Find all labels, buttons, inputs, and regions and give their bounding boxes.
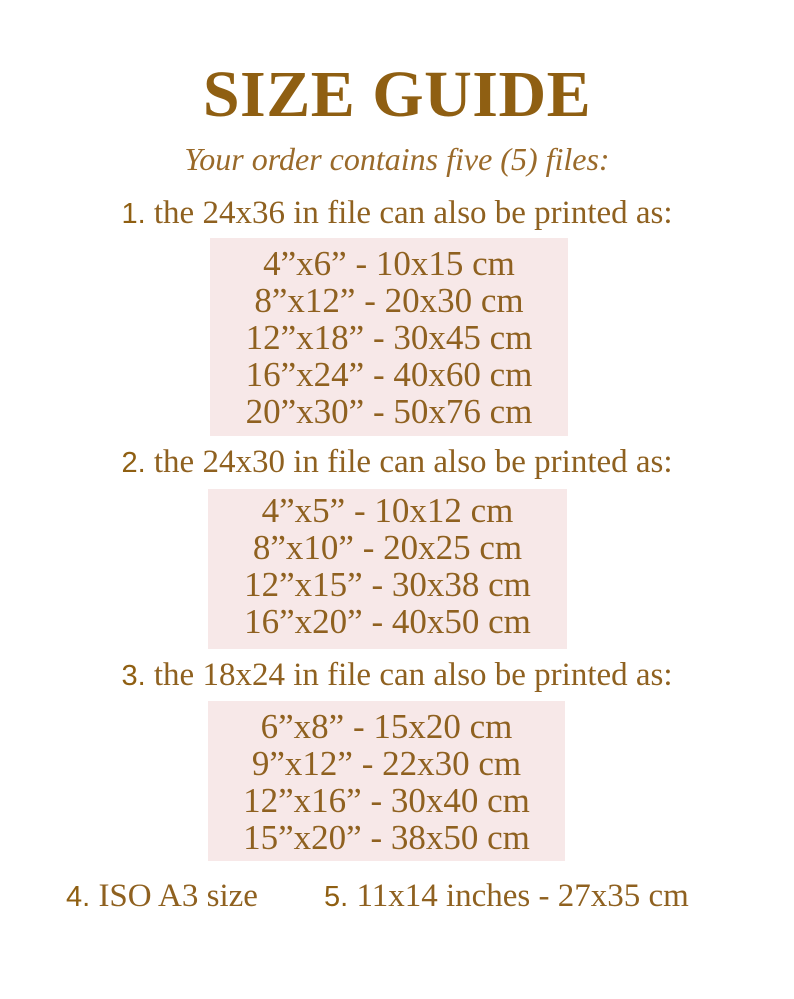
size-line: 12”x15” - 30x38 cm [244,565,531,604]
section-3-number: 3. [121,660,146,692]
size-line: 12”x18” - 30x45 cm [245,318,533,357]
section-1-heading-text: the 24x36 in file can also be printed as: [145,195,673,231]
size-line: 15”x20” - 38x50 cm [243,818,530,857]
section-3-size-box [208,701,565,861]
size-line: 9”x12” - 22x30 cm [251,744,522,783]
section-2-number: 2. [121,447,146,479]
section-1-heading [0,193,794,234]
file-5-number: 5. [324,881,349,913]
size-line: 16”x20” - 40x50 cm [244,602,531,641]
section-1-size-box [210,238,568,436]
file-5-item [324,876,689,917]
file-4-item [66,876,258,917]
section-2-heading-text: the 24x30 in file can also be printed as: [145,444,673,480]
size-line: 20”x30” - 50x76 cm [245,392,533,431]
size-line: 16”x24” - 40x60 cm [245,355,533,394]
file-4-number: 4. [66,881,91,913]
section-3-heading [0,655,794,696]
size-line: 12”x16” - 30x40 cm [243,781,530,820]
page-title: SIZE GUIDE [202,58,592,131]
section-2-size-box [208,489,567,649]
page-subtitle: Your order contains five (5) files: [184,141,610,177]
size-line: 6”x8” - 15x20 cm [260,707,513,746]
section-3-heading-text: the 18x24 in file can also be printed as: [145,657,673,693]
size-line: 4”x6” - 10x15 cm [263,244,515,283]
section-2-heading [0,442,794,483]
file-5-text: 11x14 inches - 27x35 cm [348,878,689,914]
file-4-text: ISO A3 size [90,878,258,914]
size-line: 8”x12” - 20x30 cm [254,281,524,320]
size-line: 8”x10” - 20x25 cm [252,528,523,567]
size-line: 4”x5” - 10x12 cm [261,491,514,530]
section-1-number: 1. [121,198,146,230]
